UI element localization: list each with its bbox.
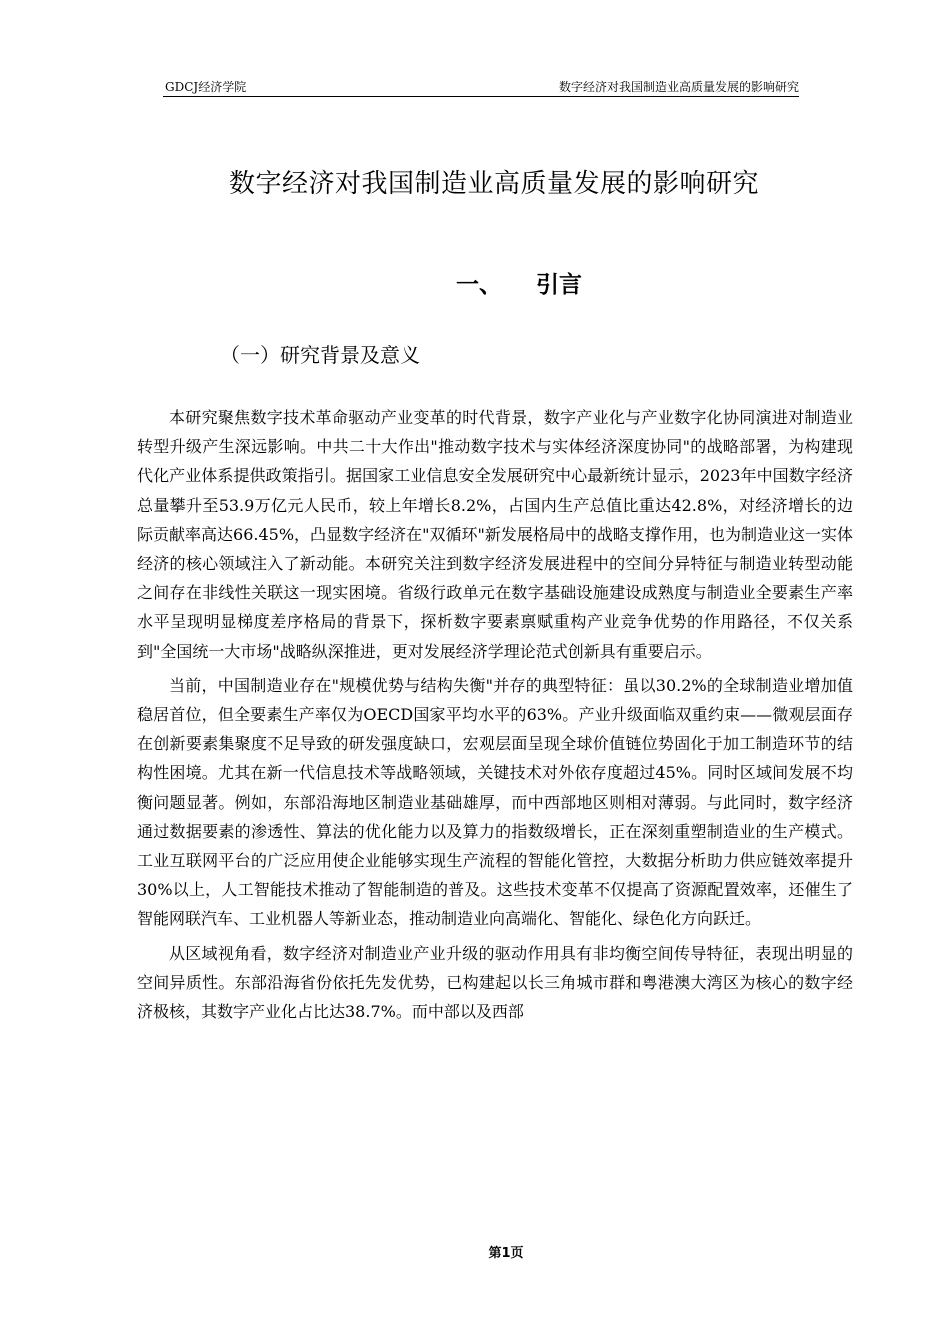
section-heading bbox=[456, 268, 582, 302]
header-running-title: 数字经济对我国制造业高质量发展的影响研究 bbox=[558, 80, 799, 94]
document-title: 数字经济对我国制造业高质量发展的影响研究 bbox=[228, 169, 759, 199]
paragraph: 当前，中国制造业存在"规模优势与结构失衡"并存的典型特征：虽以30.2%的全球制造业增加值稳居首位，但全要素生产率仅为OECD国家平均水平的63%。产业升级面临双重约束——微观层面存在创新要素集聚度不足导致的研发强度缺口，宏观层面呈现全球价值链位势固化于加工制造环节的结构性困境。尤其在新一代信息技术等战略领域，关键技术对外依存度超过45%。同时区域间发展不均衡问题显著。例如，东部沿海地区制造业基础雄厚，而中西部地区则相对薄弱。与此同时，数字经济通过数据要素的渗透性、算法的优化能力以及算力的指数级增长，正在深刻重塑制造业的生产模式。工业互联网平台的广泛应用使企业能够实现生产流程的智能化管控，大数据分析助力供应链效率提升30%以上，人工智能技术推动了智能制造的普及。这些技术变革不仅提高了资源配置效率，还催生了智能网联汽车、工业机器人等新业态，推动制造业向高端化、智能化、绿色化方向跃迁。 bbox=[137, 675, 853, 929]
section-number: 一、 bbox=[456, 272, 502, 298]
subsection-heading: （一）研究背景及意义 bbox=[220, 343, 420, 367]
page-number: 第1页 bbox=[488, 1246, 524, 1261]
paragraph: 本研究聚焦数字技术革命驱动产业变革的时代背景，数字产业化与产业数字化协同演进对制造业转型升级产生深远影响。中共二十大作出"推动数字技术与实体经济深度协同"的战略部署，为构建现代化产业体系提供政策指引。据国家工业信息安全发展研究中心最新统计显示，2023年中国数字经济总量攀升至53.9万亿元人民币，较上年增长8.2%，占国内生产总值比重达42.8%，对经济增长的边际贡献率高达66.45%，凸显数字经济在"双循环"新发展格局中的战略支撑作用，也为制造业这一实体经济的核心领域注入了新动能。本研究关注到数字经济发展进程中的空间分异特征与制造业转型动能之间存在非线性关联这一现实困境。省级行政单元在数字基础设施建设成熟度与制造业全要素生产率水平呈现明显梯度差序格局的背景下，探析数字要素禀赋重构产业竞争优势的作用路径，不仅关系到"全国统一大市场"战略纵深推进，更对发展经济学理论范式创新具有重要启示。 bbox=[137, 408, 853, 661]
page-header bbox=[163, 78, 799, 97]
body-text bbox=[137, 403, 853, 1031]
paragraph: 从区域视角看，数字经济对制造业产业升级的驱动作用具有非均衡空间传导特征，表现出明显的空间异质性。东部沿海省份依托先发优势，已构建起以长三角城市群和粤港澳大湾区为核心的数字经济极核，其数字产业化占比达38.7%。而中部以及西部 bbox=[137, 943, 853, 1022]
section-title: 引言 bbox=[536, 272, 582, 298]
header-institution: GDCJ经济学院 bbox=[165, 80, 247, 94]
